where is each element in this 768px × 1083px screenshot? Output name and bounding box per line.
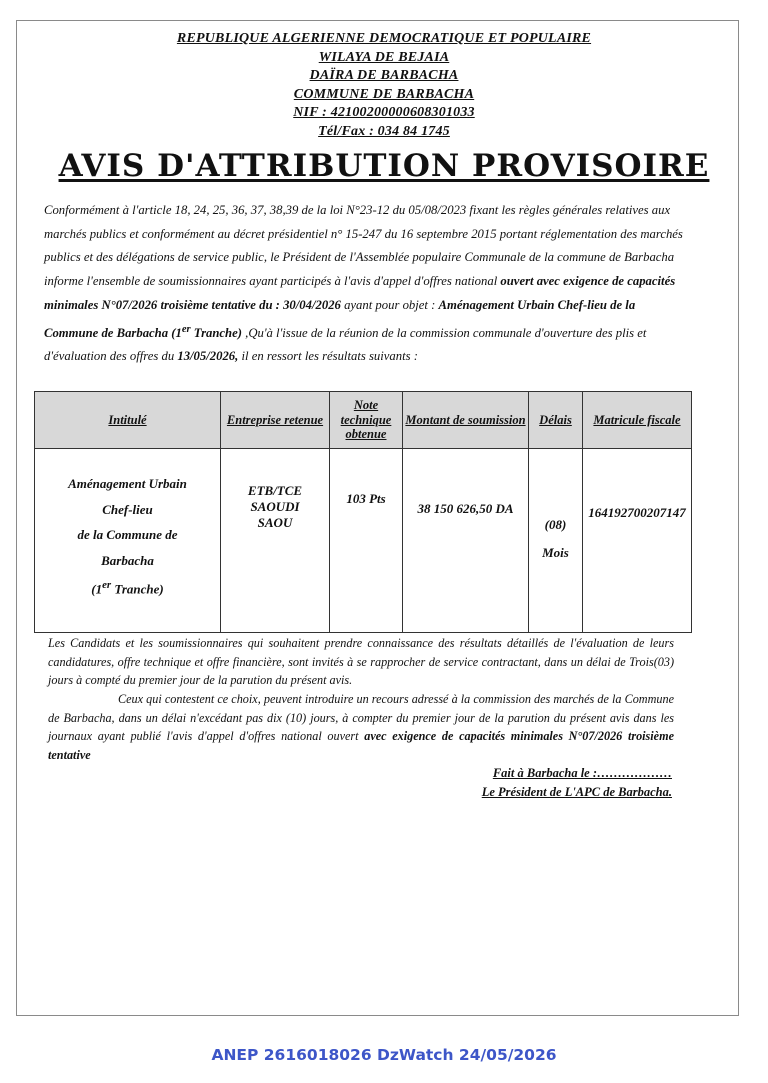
intitule-line-3: de la Commune de [77,527,178,542]
delais-value: (08) [544,517,567,532]
publication-reference: ANEP 2616018026 DzWatch 24/05/2026 [211,1046,557,1064]
intro-text-1: Conformément à l'article 18, 24, 25, 36, 37, 38,39 de la loi N°23-12 du 05/08/2023 fixant les règles générales relatives aux marchés publics et conformément au décret présidentiel n° 15-247 du 16 septembre 2015 portant réglementation des marchés publics et des délégations de service public, le Président de l'Assemblée populaire Communale de la commune de Barbacha informe l'ensemble de soumissionnaires ayant participés à l'avis d'appel d'offres national [44,203,683,289]
intitule-line-1: Aménagement Urbain [68,476,187,491]
header-intitule: Intitulé [35,392,221,449]
letterhead [0,30,768,141]
header-montant: Montant de soumission [403,392,529,449]
ordinal-sup: er [181,323,191,335]
daira-line: DAÏRA DE BARBACHA [309,68,459,83]
cell-entreprise [221,449,330,633]
tel-fax-line: Tél/Fax : 034 84 1745 [318,123,450,139]
intro-text-4: il en ressort les résultats suivants : [241,349,418,364]
intitule-line-2: Chef-lieu [102,501,153,517]
recourse-text: Ceux qui contestent ce choix, peuvent introduire un recours adressé à la commission des marchés de la Commune de Barbacha, dans un délai n'excédant pas dix (10) jours, à compter du premier jour de la parution du présent avis dans les journaux ayant publié l'avis d'appel d'offres national ouvert [48,692,674,743]
table-header-row [35,392,692,449]
commune-line: COMMUNE DE BARBACHA [293,86,475,102]
recourse-paragraph [48,690,674,764]
intitule-sup: er [102,579,112,591]
page-title: AVIS D'ATTRIBUTION PROVISOIRE [58,148,710,184]
nif-line: NIF : 421002000006083010​33 [293,105,475,120]
signature-block [482,764,672,801]
wilaya-line: WILAYA DE BEJAIA [318,49,450,65]
intro-text-2: ayant pour objet : [344,297,436,312]
intro-bold-date: 13/05/2026, [177,349,239,364]
intitule-tranche-open: (1 [91,581,103,597]
intitule-tranche: Tranche) [114,581,164,597]
intitule-line-4: Barbacha [101,552,154,568]
header-note: Note technique obtenue [330,392,403,449]
cell-delais [529,449,583,633]
entreprise-line-2: SAOUDI [250,499,300,514]
cell-note: 103 Pts [330,449,403,633]
cell-intitule [35,449,221,633]
results-table [34,391,692,633]
cell-matricule: 164192700207147 [583,449,692,633]
table-row [35,449,692,633]
republic-line: REPUBLIQUE ALGERIENNE DEMOCRATIQUE ET POPULAIRE [176,31,592,46]
header-delais: Délais [529,392,583,449]
entreprise-line-1: ETB/TCE [247,483,303,498]
cell-montant: 38 150 626,50 DA [403,449,529,633]
signature-title: Le Président de L'APC de Barbacha. [481,784,672,799]
recourse-bold: avec exigence de capacités minimales N°07/2026 troisième tentative [48,729,674,762]
intro-paragraph [44,199,684,369]
intro-bold-1: ouvert avec exigence de capacités minimales N°07/2026 troisième tentative du : 30/04/2026 [44,274,676,312]
signature-place-date: Fait à Barbacha le :……………… [492,766,672,780]
intro-text-3: ,Qu'à l'issue de la réunion de la commission communale d'ouverture des plis et d'évaluation des offres du [44,325,647,364]
header-matricule: Matricule fiscale [583,392,692,449]
entreprise-line-3: SAOU [257,515,293,530]
consultation-paragraph: Les Candidats et les soumissionnaires qui souhaitent prendre connaissance des résultats détaillés de l'évaluation de leurs candidatures, offre technique et offre financière, sont invités à se rapprocher de service contractant, dans un délai de Trois(03) jours à compté du premier jour de la parution du présent avis. [48,636,674,687]
tranche-label: Tranche) [193,325,242,340]
delais-unit: Mois [542,545,569,560]
header-entreprise: Entreprise retenue [221,392,330,449]
project-name: Aménagement Urbain Chef-lieu de la Commune de Barbacha (1 [44,297,636,340]
intitule-line-5 [36,573,219,602]
